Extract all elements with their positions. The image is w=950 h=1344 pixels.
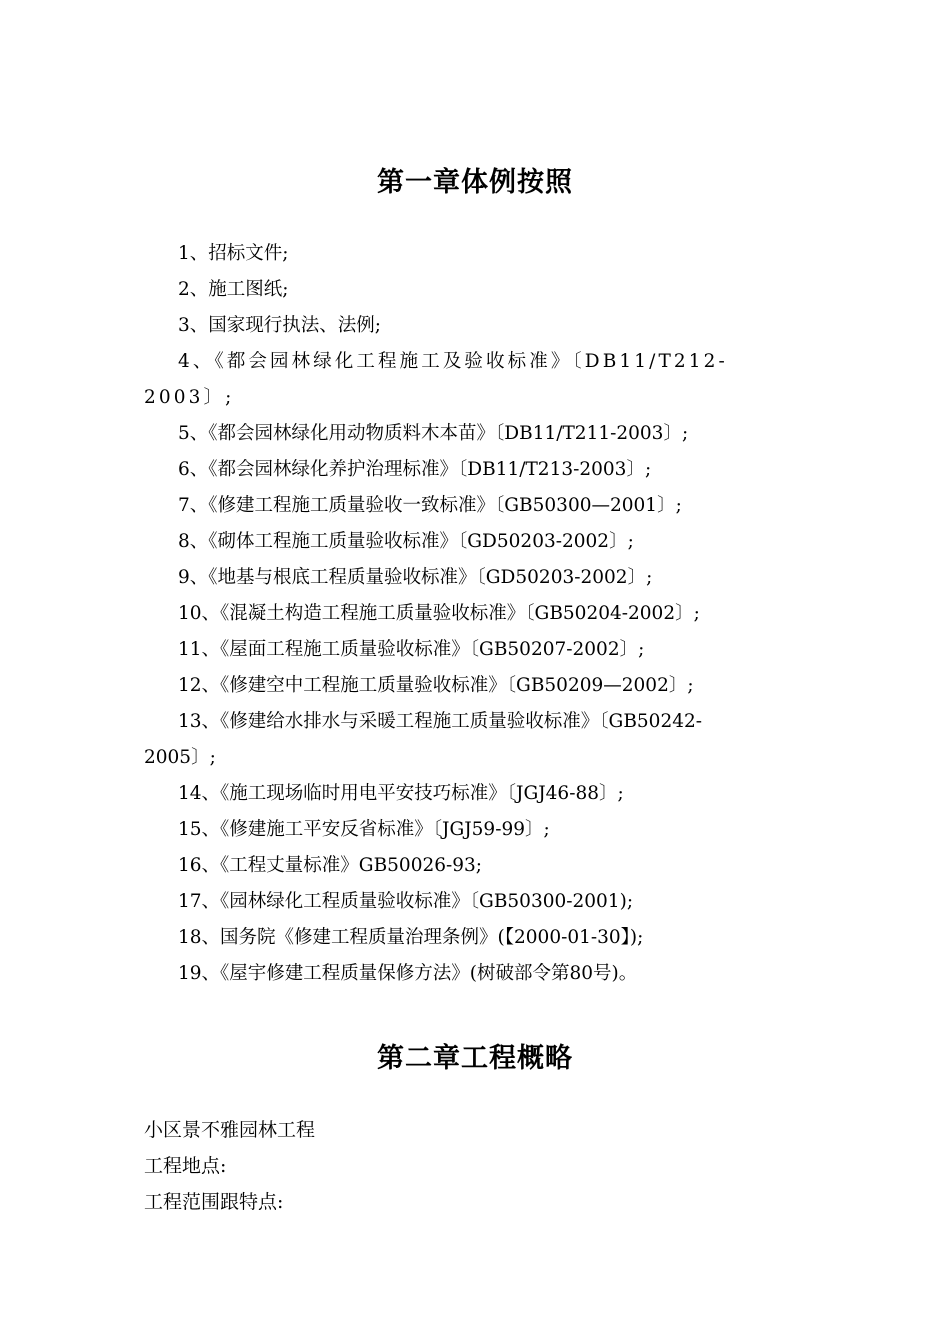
reference-text: 13、《修建给水排水与采暖工程施工质量验收标准》〔GB50242- (178, 711, 703, 732)
reference-text: 2、施工图纸; (178, 279, 289, 300)
reference-item-12 (0, 668, 950, 704)
reference-item-17 (0, 884, 950, 920)
reference-text: 8、《砌体工程施工质量验收标准》〔GD50203-2002〕; (178, 531, 634, 552)
reference-text: 5、《都会园林绿化用动物质料木本苗》〔DB11/T211-2003〕; (178, 423, 689, 444)
reference-text: 6、《都会园林绿化养护治理标准》〔DB11/T213-2003〕; (178, 459, 652, 480)
reference-text: 7、《修建工程施工质量验收一致标准》〔GB50300—2001〕; (178, 495, 682, 516)
project-scope-label: 工程范围跟特点: (144, 1191, 284, 1213)
reference-item-2 (0, 272, 950, 308)
reference-text: 18、国务院《修建工程质量治理条例》(【2000-01-30】); (178, 927, 644, 948)
reference-item-10 (0, 596, 950, 632)
reference-text-continued: 2003〕; (144, 387, 235, 408)
reference-item-11 (0, 632, 950, 668)
reference-item-19 (0, 956, 950, 992)
reference-item-8 (0, 524, 950, 560)
reference-item-14 (0, 776, 950, 812)
reference-item-6 (0, 452, 950, 488)
reference-text: 15、《修建施工平安反省标准》〔JGJ59-99〕; (178, 819, 550, 840)
reference-item-15 (0, 812, 950, 848)
reference-item-5 (0, 416, 950, 452)
reference-item-7 (0, 488, 950, 524)
project-location-label: 工程地点: (144, 1155, 227, 1177)
reference-text: 9、《地基与根底工程质量验收标准》〔GD50203-2002〕; (178, 567, 653, 588)
reference-text: 1、招标文件; (178, 243, 289, 264)
reference-item-13 (0, 704, 950, 776)
reference-text: 14、《施工现场临时用电平安技巧标准》〔JGJ46-88〕; (178, 783, 624, 804)
reference-text-continued: 2005〕; (144, 747, 216, 768)
reference-list (0, 236, 950, 992)
reference-text: 3、国家现行执法、法例; (178, 315, 382, 336)
reference-item-18 (0, 920, 950, 956)
reference-text: 16、《工程丈量标准》GB50026-93; (178, 855, 483, 876)
reference-item-9 (0, 560, 950, 596)
project-overview (144, 1112, 804, 1220)
project-name: 小区景不雅园林工程 (144, 1119, 316, 1141)
chapter-2-title: 第二章工程概略 (377, 1043, 573, 1074)
reference-text: 11、《屋面工程施工质量验收标准》〔GB50207-2002〕; (178, 639, 645, 660)
reference-item-1 (0, 236, 950, 272)
chapter-1-title: 第一章体例按照 (377, 167, 573, 198)
reference-text: 12、《修建空中工程施工质量验收标准》〔GB50209—2002〕; (178, 675, 694, 696)
reference-item-16 (0, 848, 950, 884)
reference-item-3 (0, 308, 950, 344)
reference-item-4 (0, 344, 950, 416)
reference-text: 4、《都会园林绿化工程施工及验收标准》〔DB11/T212- (178, 351, 728, 372)
reference-text: 17、《园林绿化工程质量验收标准》〔GB50300-2001); (178, 891, 634, 912)
reference-text: 10、《混凝土构造工程施工质量验收标准》〔GB50204-2002〕; (178, 603, 700, 624)
reference-text: 19、《屋宇修建工程质量保修方法》(树破部令第80号)。 (178, 963, 638, 984)
